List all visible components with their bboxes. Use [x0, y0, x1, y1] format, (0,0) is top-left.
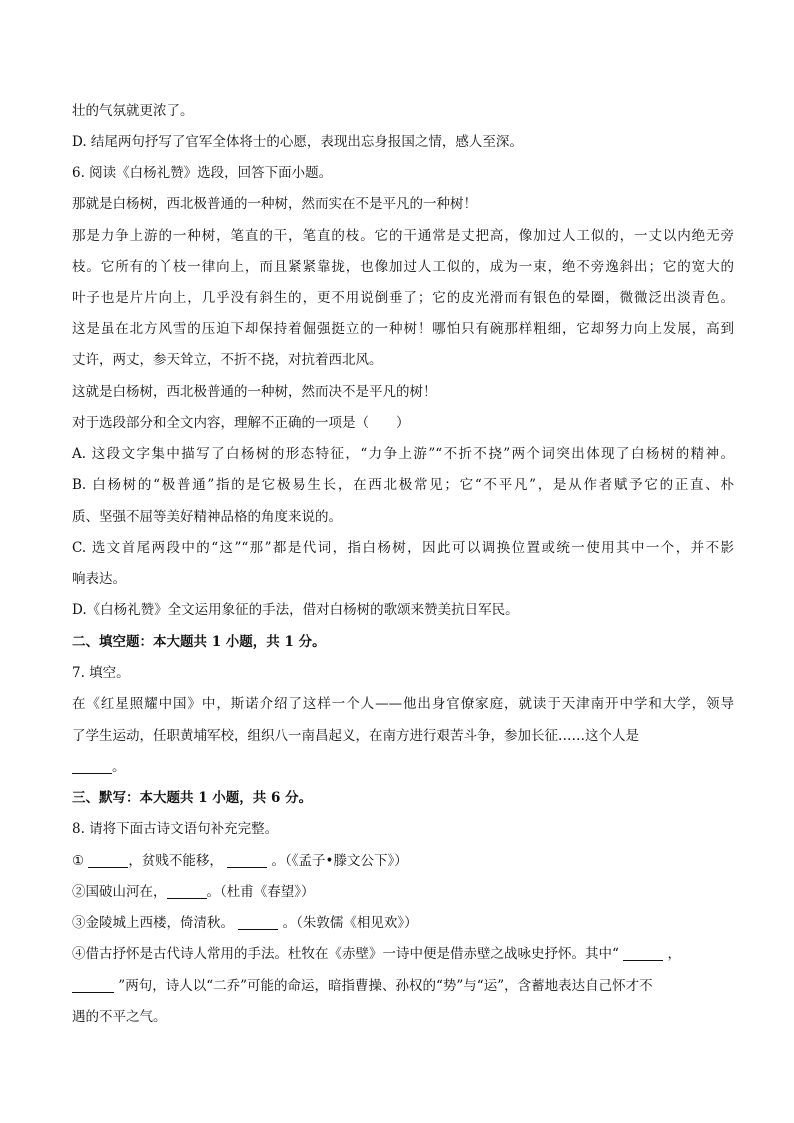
q7-stem: 7. 填空。 — [72, 665, 130, 681]
q7-answer-blank[interactable] — [72, 759, 112, 774]
q7-text-line-1: 在《红星照耀中国》中，斯诺介绍了这样一个人——他出身官僚家庭，就读于天津南开中学和大学，领导 — [72, 696, 734, 712]
q6-passage-paragraph-2-line-1: 那是力争上游的一种树，笔直的干，笔直的枝。它的干通常是丈把高，像加过人工似的，一丈以内绝无旁 — [72, 228, 734, 244]
q6-passage-paragraph-2-line-5: 丈许，两丈，参天耸立，不折不挠，对抗着西北风。 — [72, 352, 383, 368]
section-3-heading: 三、默写：本大题共 1 小题，共 6 分。 — [72, 790, 313, 806]
q8-item-3-source: 。（朱敦儒《相见欢》） — [282, 915, 418, 931]
q8-item-4-blank-1[interactable] — [623, 946, 663, 961]
q7-text-line-2: 了学生运动，任职黄埔军校，组织八一南昌起义，在南方进行艰苦斗争，参加长征……这个人是 — [72, 728, 639, 744]
q6-option-d: D.《白杨礼赞》全文运用象征的手法，借对白杨树的歌颂来赞美抗日军民。 — [72, 602, 519, 618]
q8-item-1-source: 。（《孟子•滕文公下》） — [271, 853, 408, 869]
q6-option-c-line-2: 响表达。 — [72, 571, 126, 587]
q8-item-2-source: 。（杜甫《春望》） — [206, 884, 315, 900]
q5-continuation-line: 壮的气氛就更浓了。 — [72, 103, 194, 119]
q6-question: 对于选段部分和全文内容，理解不正确的一项是（ ） — [72, 415, 410, 431]
q8-item-1-blank-2[interactable] — [227, 853, 267, 868]
q8-item-2-text: ②国破山河在， — [72, 884, 167, 900]
q8-item-4-line-1 — [72, 944, 734, 964]
q8-item-4-text-2: ”两句，诗人以“二乔”可能的命运，暗指曹操、孙权的“势”与“运”，含蓄地表达自己怀才不 — [118, 978, 653, 994]
q8-item-3-text: ③金陵城上西楼，倚清秋。 — [72, 915, 234, 931]
q6-passage-paragraph-1: 那就是白杨树，西北极普通的一种树，然而实在不是平凡的一种树！ — [72, 196, 477, 212]
q8-item-3-blank[interactable] — [238, 915, 278, 930]
q7-period: 。 — [112, 759, 126, 775]
q8-item-3 — [72, 913, 734, 933]
q8-item-4-blank-2[interactable] — [72, 978, 114, 993]
q6-option-b-line-1: B. 白杨树的“极普通”指的是它极易生长，在西北极常见；它“不平凡”，是从作者赋予它的正直、朴 — [72, 477, 734, 493]
q8-item-4-comma: ， — [667, 946, 681, 962]
q8-item-2-blank[interactable] — [167, 884, 207, 899]
q8-item-1-blank-1[interactable] — [88, 853, 128, 868]
q8-item-1 — [72, 851, 734, 871]
q7-answer-line — [72, 757, 734, 777]
q6-passage-paragraph-3: 这就是白杨树，西北极普通的一种树，然而决不是平凡的树！ — [72, 384, 437, 400]
section-2-heading: 二、填空题：本大题共 1 小题，共 1 分。 — [72, 634, 326, 650]
q8-item-1-text: ，贫贱不能移， — [128, 853, 223, 869]
q8-stem: 8. 请将下面古诗文语句补充完整。 — [72, 821, 279, 837]
q8-item-2 — [72, 882, 734, 902]
q6-passage-paragraph-2-line-4: 这是虽在北方风雪的压迫下却保持着倔强挺立的一种树！哪怕只有碗那样粗细，它却努力向上发展，高到 — [72, 321, 734, 337]
q5-option-d: D. 结尾两句抒写了官军全体将士的心愿，表现出忘身报国之情，感人至深。 — [72, 134, 523, 150]
q8-item-4-line-2 — [72, 976, 734, 996]
q6-passage-paragraph-2-line-2: 枝。它所有的丫枝一律向上，而且紧紧靠拢，也像加过人工似的，成为一束，绝不旁逸斜出；它的宽大的 — [72, 259, 734, 275]
q8-item-4-line-3: 遇的不平之气。 — [72, 1009, 167, 1025]
q8-item-1-marker: ① — [72, 853, 85, 869]
q6-passage-paragraph-2-line-3: 叶子也是片片向上，几乎没有斜生的，更不用说倒垂了；它的皮光滑而有银色的晕圈，微微泛出淡青色。 — [72, 290, 734, 306]
q6-option-b-line-2: 质、坚强不屈等美好精神品格的角度来说的。 — [72, 509, 342, 525]
q6-stem: 6. 阅读《白杨礼赞》选段，回答下面小题。 — [72, 165, 333, 181]
q6-option-c-line-1: C. 选文首尾两段中的“这”“那”都是代词，指白杨树，因此可以调换位置或统一使用其中一个，并不影 — [72, 540, 734, 556]
q8-item-4-text-1: ④借古抒怀是古代诗人常用的手法。杜牧在《赤壁》一诗中便是借赤壁之战咏史抒怀。其中“ — [72, 946, 619, 962]
q6-option-a: A. 这段文字集中描写了白杨树的形态特征，“力争上游”“不折不挠”两个词突出体现了白杨树的精神。 — [72, 446, 734, 462]
